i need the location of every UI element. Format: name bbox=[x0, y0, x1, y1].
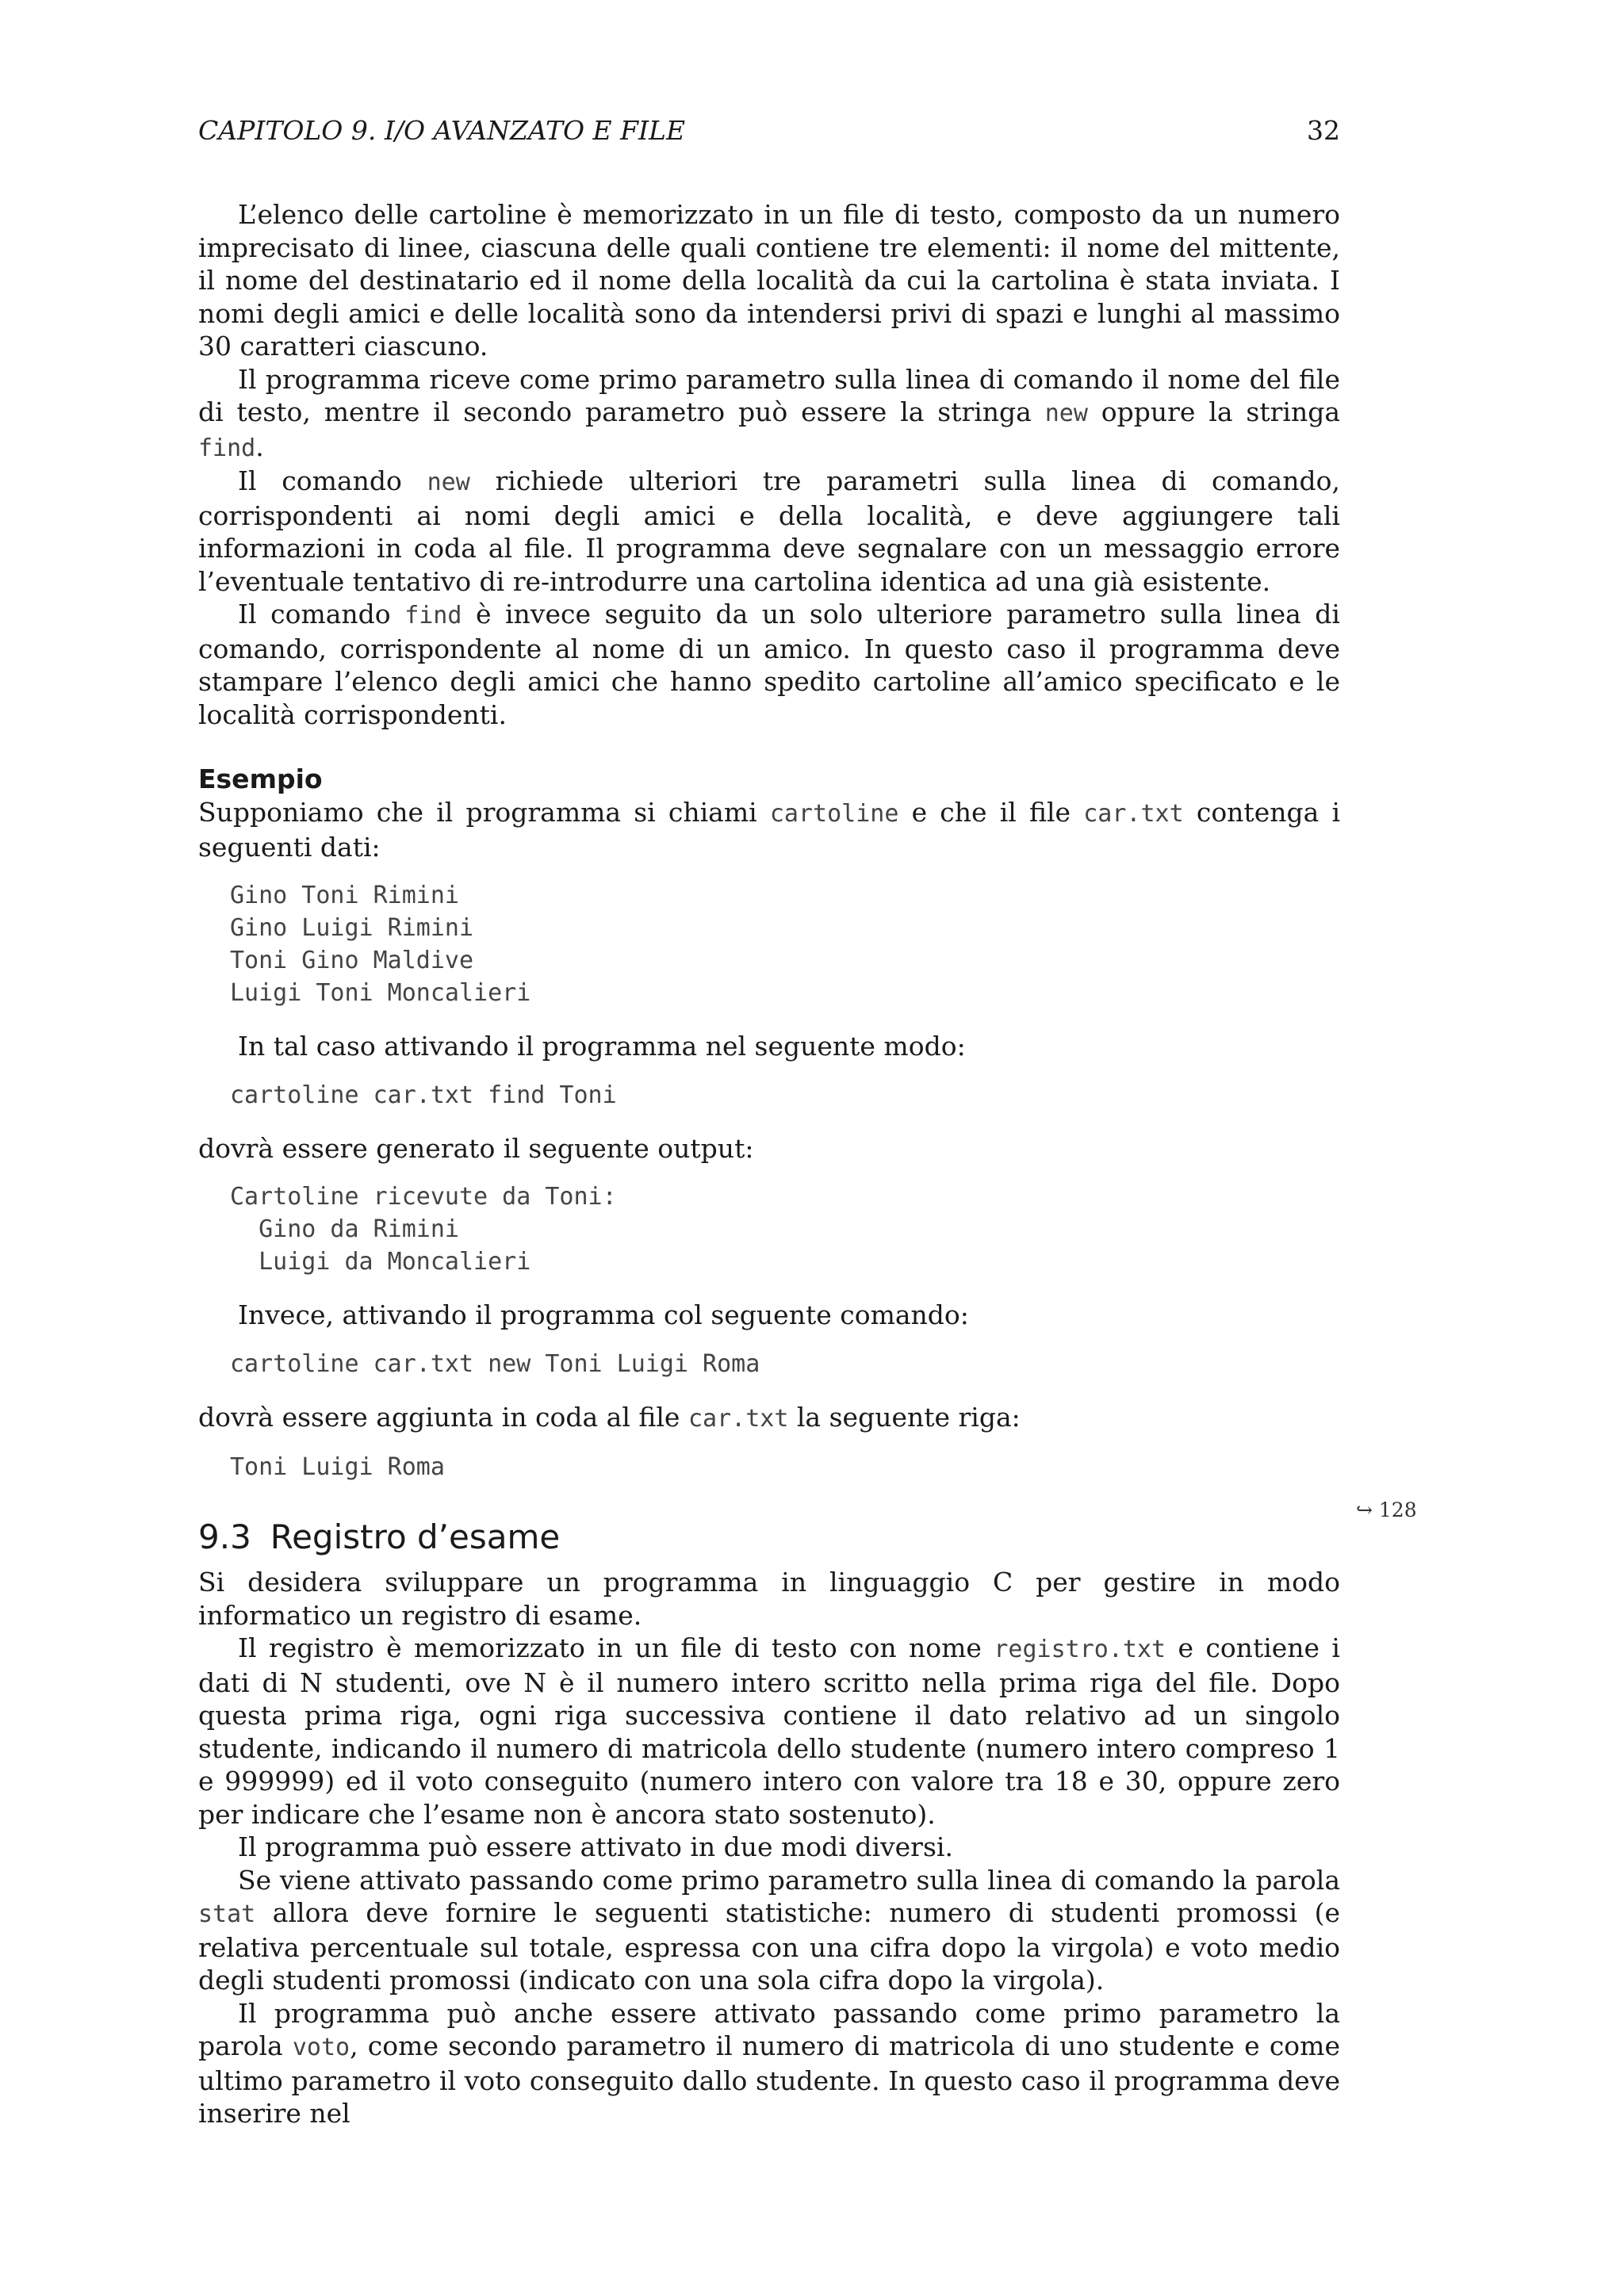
text-run: Il programma può anche essere attivato passando come primo parametro la parola bbox=[198, 1997, 1340, 2061]
code-line: Gino da Rimini bbox=[230, 1215, 459, 1243]
code-line: cartoline car.txt find Toni bbox=[230, 1081, 617, 1109]
text-run: e che il file bbox=[898, 797, 1084, 828]
text-run: oppure la stringa bbox=[1087, 396, 1340, 427]
text-run: . bbox=[255, 430, 264, 462]
inline-code: new bbox=[427, 469, 470, 496]
text-run: Il registro è memorizzato in un file di testo con nome bbox=[238, 1632, 994, 1663]
code-block-output bbox=[198, 1181, 1340, 1278]
code-block-command bbox=[198, 1079, 1340, 1112]
running-title: CAPITOLO 9. I/O AVANZATO E FILE bbox=[198, 115, 686, 146]
page-body bbox=[198, 198, 1340, 2130]
inline-code: stat bbox=[198, 1900, 256, 1928]
paragraph bbox=[198, 1997, 1340, 2130]
inline-code: car.txt bbox=[688, 1404, 789, 1433]
code-line: Toni Gino Maldive bbox=[230, 947, 474, 974]
paragraph bbox=[198, 1632, 1340, 1831]
text-run: Se viene attivato passando come primo parametro sulla linea di comando la parola bbox=[238, 1864, 1340, 1896]
text-run: richiede ulteriori tre parametri sulla linea di comando, corrispondenti ai nomi degli amici e della località, e deve aggiungere tali informazioni in coda al file. Il programma deve segnalare con un messaggio errore l’eventuale tentativo di re-introdurre una cartolina identica ad una già esistente. bbox=[198, 465, 1340, 597]
text-run: è invece seguito da un solo ulteriore parametro sulla linea di comando, corrispondente al nome di un amico. In questo caso il programma deve stampare l’elenco degli amici che hanno spedito cartoline all’amico specificato e le località corrispondenti. bbox=[198, 599, 1340, 730]
running-header bbox=[198, 111, 1340, 151]
paragraph bbox=[198, 465, 1340, 598]
text-run: e contiene i dati di N studenti, ove N è il numero intero scritto nella prima riga del file. Dopo questa prima riga, ogni riga successiva contiene il dato relativo ad un singolo studente, indicando il numero di matricola dello studente (numero intero compreso 1 e 999999) ed il voto conseguito (numero intero con valore tra 18 e 30, oppure zero per indicare che l’esame non è ancora stato sostenuto). bbox=[198, 1632, 1340, 1830]
inline-code: cartoline bbox=[769, 800, 899, 828]
paragraph bbox=[198, 598, 1340, 731]
code-line: Cartoline ricevute da Toni: bbox=[230, 1183, 617, 1211]
inline-code: registro.txt bbox=[994, 1636, 1166, 1663]
code-line: Toni Luigi Roma bbox=[230, 1453, 445, 1481]
text-run: Supponiamo che il programma si chiami bbox=[198, 797, 770, 828]
code-block-command bbox=[198, 1348, 1340, 1380]
paragraph: Il programma può essere attivato in due modi diversi. bbox=[238, 1831, 953, 1862]
paragraph bbox=[198, 363, 1340, 465]
section-number: 9.3 bbox=[198, 1517, 251, 1556]
code-line: cartoline car.txt new Toni Luigi Roma bbox=[230, 1349, 760, 1378]
paragraph: L’elenco delle cartoline è memorizzato in un file di testo, composto da un numero imprecisato di linee, ciascuna delle quali contiene tre elementi: il nome del mittente, il nome del destinatario ed il nome della località da cui la cartolina è stata inviata. I nomi degli amici e delle località sono da intendersi privi di spazi e lunghi al massimo 30 caratteri ciascuno. bbox=[198, 199, 1340, 362]
inline-code: new bbox=[1044, 400, 1088, 427]
paragraph: dovrà essere generato il seguente output: bbox=[198, 1132, 754, 1164]
paragraph: Si desidera sviluppare un programma in linguaggio C per gestire in modo informatico un registro di esame. bbox=[198, 1567, 1340, 1631]
code-block-added-line bbox=[198, 1451, 1340, 1483]
text-run: , come secondo parametro il numero di matricola di uno studente e come ultimo parametro il voto conseguito dallo studente. In questo caso il programma deve inserire nel bbox=[198, 2030, 1340, 2129]
text-run: allora deve fornire le seguenti statistiche: numero di studenti promossi (e relativa percentuale sul totale, espressa con una cifra dopo la virgola) e voto medio degli studenti promossi (indicato con una sola cifra dopo la virgola). bbox=[198, 1897, 1340, 1996]
paragraph bbox=[198, 796, 1340, 863]
paragraph: Invece, attivando il programma col seguente comando: bbox=[238, 1299, 969, 1330]
text-run: Il programma riceve come primo parametro sulla linea di comando il nome del file di testo, mentre il secondo parametro può essere la stringa bbox=[198, 363, 1340, 427]
inline-code: find bbox=[198, 434, 256, 462]
margin-cross-reference[interactable]: ↪ 128 bbox=[1356, 1498, 1417, 1521]
text-run: dovrà essere aggiunta in coda al file bbox=[198, 1401, 688, 1433]
text-run: contenga i seguenti dati: bbox=[198, 797, 1340, 863]
text-run: la seguente riga: bbox=[788, 1401, 1021, 1433]
paragraph: In tal caso attivando il programma nel seguente modo: bbox=[238, 1031, 966, 1062]
page-number: 32 bbox=[1307, 115, 1340, 146]
paragraph bbox=[198, 1864, 1340, 1997]
code-block-data bbox=[198, 879, 1340, 1009]
paragraph bbox=[198, 1401, 1340, 1436]
inline-code: car.txt bbox=[1083, 800, 1184, 828]
text-run: Il comando bbox=[238, 599, 405, 629]
text-run: Il comando bbox=[238, 465, 427, 496]
code-line: Luigi da Moncalieri bbox=[230, 1248, 531, 1276]
example-heading: Esempio bbox=[198, 763, 323, 794]
inline-code: voto bbox=[292, 2034, 350, 2061]
code-line: Luigi Toni Moncalieri bbox=[230, 979, 531, 1007]
inline-code: find bbox=[404, 602, 462, 629]
code-line: Gino Luigi Rimini bbox=[230, 914, 474, 942]
section-title: Registro d’esame bbox=[270, 1517, 561, 1556]
section-heading bbox=[198, 1515, 1340, 1559]
code-line: Gino Toni Rimini bbox=[230, 882, 459, 909]
